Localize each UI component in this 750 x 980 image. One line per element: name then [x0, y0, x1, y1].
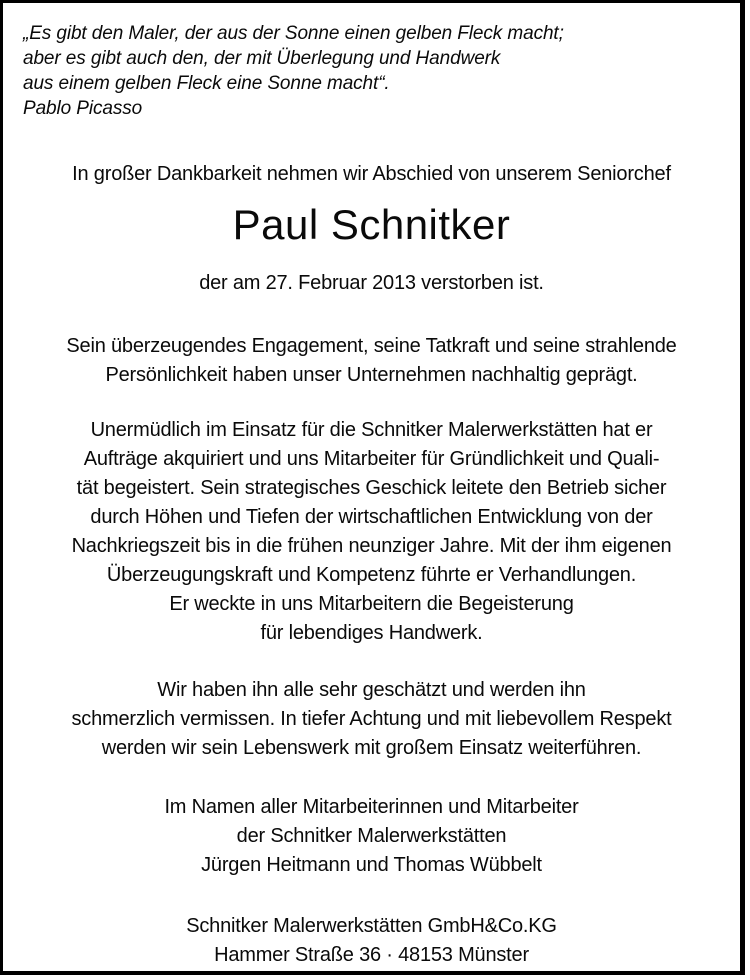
text-line: Unermüdlich im Einsatz für die Schnitker Malerwerkstätten hat er — [90, 419, 653, 441]
text-line: Er weckte in uns Mitarbeitern die Begeisterung — [169, 593, 574, 615]
opening-quote — [3, 21, 740, 121]
quote-attribution: Pablo Picasso — [23, 98, 143, 119]
quote-line: aber es gibt auch den, der mit Überlegung und Handwerk — [23, 48, 501, 69]
text-line: durch Höhen und Tiefen der wirtschaftlichen Entwicklung von der — [90, 506, 653, 528]
paragraph-legacy — [3, 416, 740, 648]
text-line: Im Namen aller Mitarbeiterinnen und Mitarbeiter — [164, 796, 579, 818]
death-date-line: der am 27. Februar 2013 verstorben ist. — [199, 272, 544, 294]
text-line: schmerzlich vermissen. In tiefer Achtung und mit liebevollem Respekt — [71, 708, 672, 730]
text-line: Aufträge akquiriert und uns Mitarbeiter für Gründlichkeit und Quali- — [83, 448, 660, 470]
company-address-line: Hammer Straße 36 · 48153 Münster — [214, 944, 529, 966]
text-line: Sein überzeugendes Engagement, seine Tatkraft und seine strahlende — [66, 335, 677, 357]
paragraph-signature — [3, 793, 740, 880]
text-line: für lebendiges Handwerk. — [260, 622, 483, 644]
text-line: tät begeistert. Sein strategisches Geschick leitete den Betrieb sicher — [76, 477, 667, 499]
paragraph-tribute — [3, 332, 740, 390]
paragraph-company — [3, 912, 740, 970]
deceased-name: Paul Schnitker — [232, 201, 511, 248]
company-name-line: Schnitker Malerwerkstätten GmbH&Co.KG — [186, 915, 557, 937]
text-line: Nachkriegszeit bis in die frühen neunziger Jahre. Mit der ihm eigenen — [71, 535, 672, 557]
text-line: Wir haben ihn alle sehr geschätzt und werden ihn — [157, 679, 586, 701]
text-line: Jürgen Heitmann und Thomas Wübbelt — [201, 854, 542, 876]
intro-line: In großer Dankbarkeit nehmen wir Abschied von unserem Seniorchef — [72, 163, 671, 185]
text-line: Persönlichkeit haben unser Unternehmen nachhaltig geprägt. — [105, 364, 638, 386]
quote-line: aus einem gelben Fleck eine Sonne macht“. — [23, 73, 390, 94]
text-line: der Schnitker Malerwerkstätten — [236, 825, 507, 847]
quote-line: „Es gibt den Maler, der aus der Sonne einen gelben Fleck macht; — [23, 23, 564, 44]
text-line: Überzeugungskraft und Kompetenz führte er Verhandlungen. — [106, 564, 637, 586]
paragraph-farewell — [3, 676, 740, 763]
text-line: werden wir sein Lebenswerk mit großem Einsatz weiterführen. — [101, 737, 642, 759]
